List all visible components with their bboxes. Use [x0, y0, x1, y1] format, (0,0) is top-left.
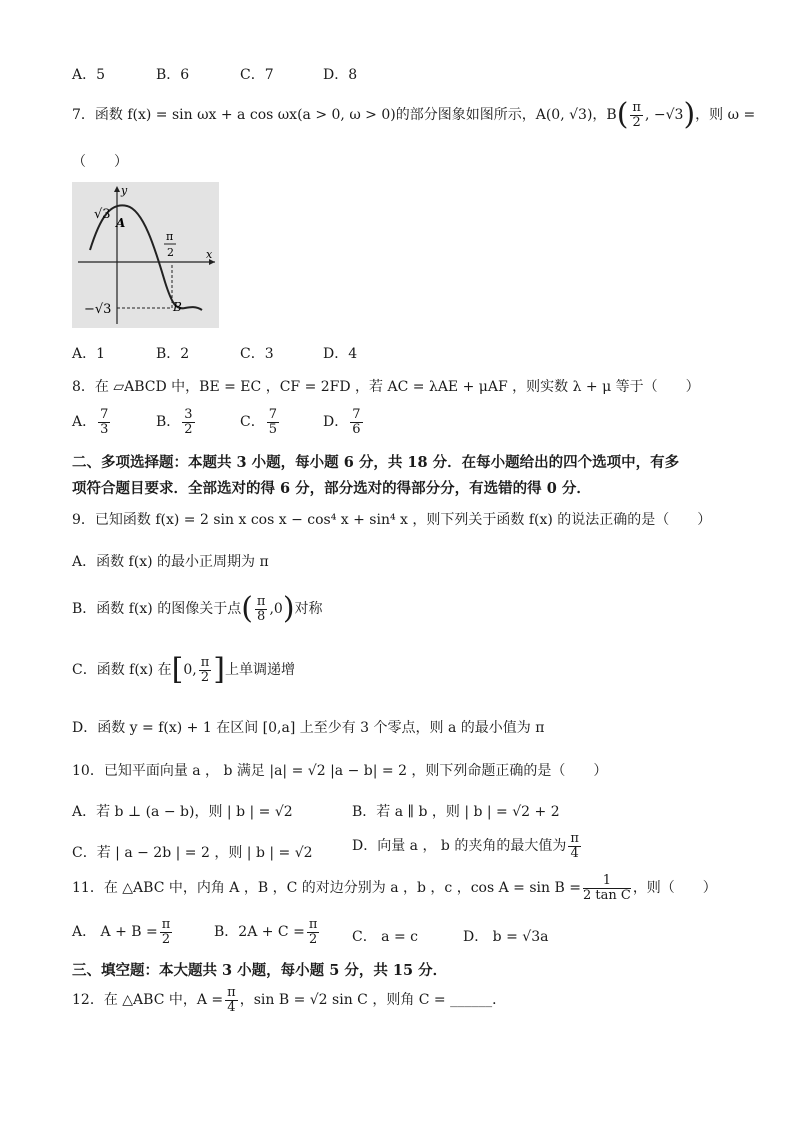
- graph-two-label: 2: [167, 246, 174, 259]
- q7-option-d: D．4: [323, 346, 358, 362]
- section2-heading-line1: 二、多项选择题：本题共 3 小题，每小题 6 分，共 18 分．在每小题给出的四个选项中，有多: [72, 454, 680, 471]
- q10-option-c: C．若 | a − 2b | = 2 ，则 | b | = √2: [72, 845, 313, 861]
- q8-option-c: C． $\frac{7}{5}$: [240, 407, 277, 437]
- q10-stem: 10．已知平面向量 a ， b 满足 |a| = √2 |a − b| = 2 ，则下列命题正确的是（ ）: [72, 763, 608, 779]
- section2-heading-line2: 项符合题目要求．全部选对的得 6 分，部分选对的得部分分，有选错的得 0 分．: [72, 480, 591, 497]
- q6-option-c: C．7: [240, 67, 274, 83]
- q11-option-a: A． A + B = $\frac{\pi}{2}$: [72, 917, 171, 947]
- q9-option-a: A．函数 f(x) 的最小正周期为 π: [72, 554, 269, 570]
- q11-option-c: C． a = c: [352, 929, 418, 945]
- q7-answer-blank: （ ）: [72, 154, 128, 170]
- q7-option-c: C．3: [240, 346, 274, 362]
- graph-y-label: y: [121, 184, 128, 197]
- q9-option-d: D．函数 y = f(x) + 1 在区间 [0,a] 上至少有 3 个零点，则 a 的最小值为 π: [72, 720, 545, 736]
- q7-tail: ，则 ω =: [695, 107, 756, 123]
- graph-x-label: x: [206, 248, 213, 261]
- q7-graph-image: [72, 182, 219, 328]
- q7-stem: 7．函数 f(x) = sin ωx + a cos ωx(a > 0, ω > 0)的部分图象如图所示，A(0, √3)，B( $\frac{\pi}{2}$ , −√3)，则 ω =: [72, 97, 756, 132]
- q7-option-b: B．2: [156, 346, 190, 362]
- q8-option-b: B． $\frac{3}{2}$: [156, 407, 193, 437]
- q12-stem: 12．在 △ABC 中，A = $\frac{\pi}{4}$ ，sin B = √2 sin C ，则角 C = ______．: [72, 985, 507, 1015]
- q10-option-d: D．向量 a ， b 的夹角的最大值为 $\frac{\pi}{4}$: [352, 831, 579, 861]
- q7-option-a: A．1: [72, 346, 106, 362]
- q8-option-a: A． $\frac{7}{3}$: [72, 407, 109, 437]
- graph-point-b: B: [173, 300, 182, 314]
- graph-bottom-label: −√3: [84, 302, 112, 317]
- q10-option-a: A．若 b ⊥ (a − b)，则 | b | = √2: [72, 804, 293, 820]
- q7-b-fraction: $\frac{\pi}{2}$: [632, 99, 641, 130]
- q11-option-b: B．2A + C = $\frac{\pi}{2}$: [214, 917, 318, 947]
- q11-option-d: D． b = √3a: [463, 929, 549, 945]
- section3-heading: 三、填空题：本大题共 3 小题，每小题 5 分，共 15 分．: [72, 962, 448, 979]
- q7-text: 7．函数 f(x) = sin ωx + a cos ωx(a > 0, ω > 0)的部分图象如图所示，A(0, √3)，B: [72, 107, 617, 123]
- sine-graph: [72, 182, 219, 328]
- graph-pi-label: π: [166, 230, 174, 243]
- q10-option-b: B．若 a ∥ b ，则 | b | = √2 + 2: [352, 804, 560, 820]
- q6-option-d: D．8: [323, 67, 358, 83]
- q9-stem: 9．已知函数 f(x) = 2 sin x cos x − cos⁴ x + sin⁴ x ，则下列关于函数 f(x) 的说法正确的是（ ）: [72, 512, 712, 528]
- q6-option-b: B．6: [156, 67, 190, 83]
- q11-stem: 11．在 △ABC 中，内角 A ，B ，C 的对边分别为 a ，b ，c ，cos A = sin B = $\frac{1}{\text{2 tan C}}$ ，则（ ）: [72, 873, 717, 903]
- q8-stem: 8．在 ▱ABCD 中，BE = EC ，CF = 2FD ，若 AC = λAE + μAF ，则实数 λ + μ 等于（ ）: [72, 379, 700, 395]
- q9-option-c: C．函数 f(x) 在[0, $\frac{\pi}{2}$ ]上单调递增: [72, 652, 295, 687]
- graph-top-label: √3: [94, 207, 111, 222]
- graph-point-a: A: [116, 216, 126, 230]
- q9-option-b: B．函数 f(x) 的图像关于点( $\frac{\pi}{8}$ ,0)对称: [72, 591, 323, 626]
- q6-option-a: A．5: [72, 67, 106, 83]
- q8-option-d: D． $\frac{7}{6}$: [323, 407, 361, 437]
